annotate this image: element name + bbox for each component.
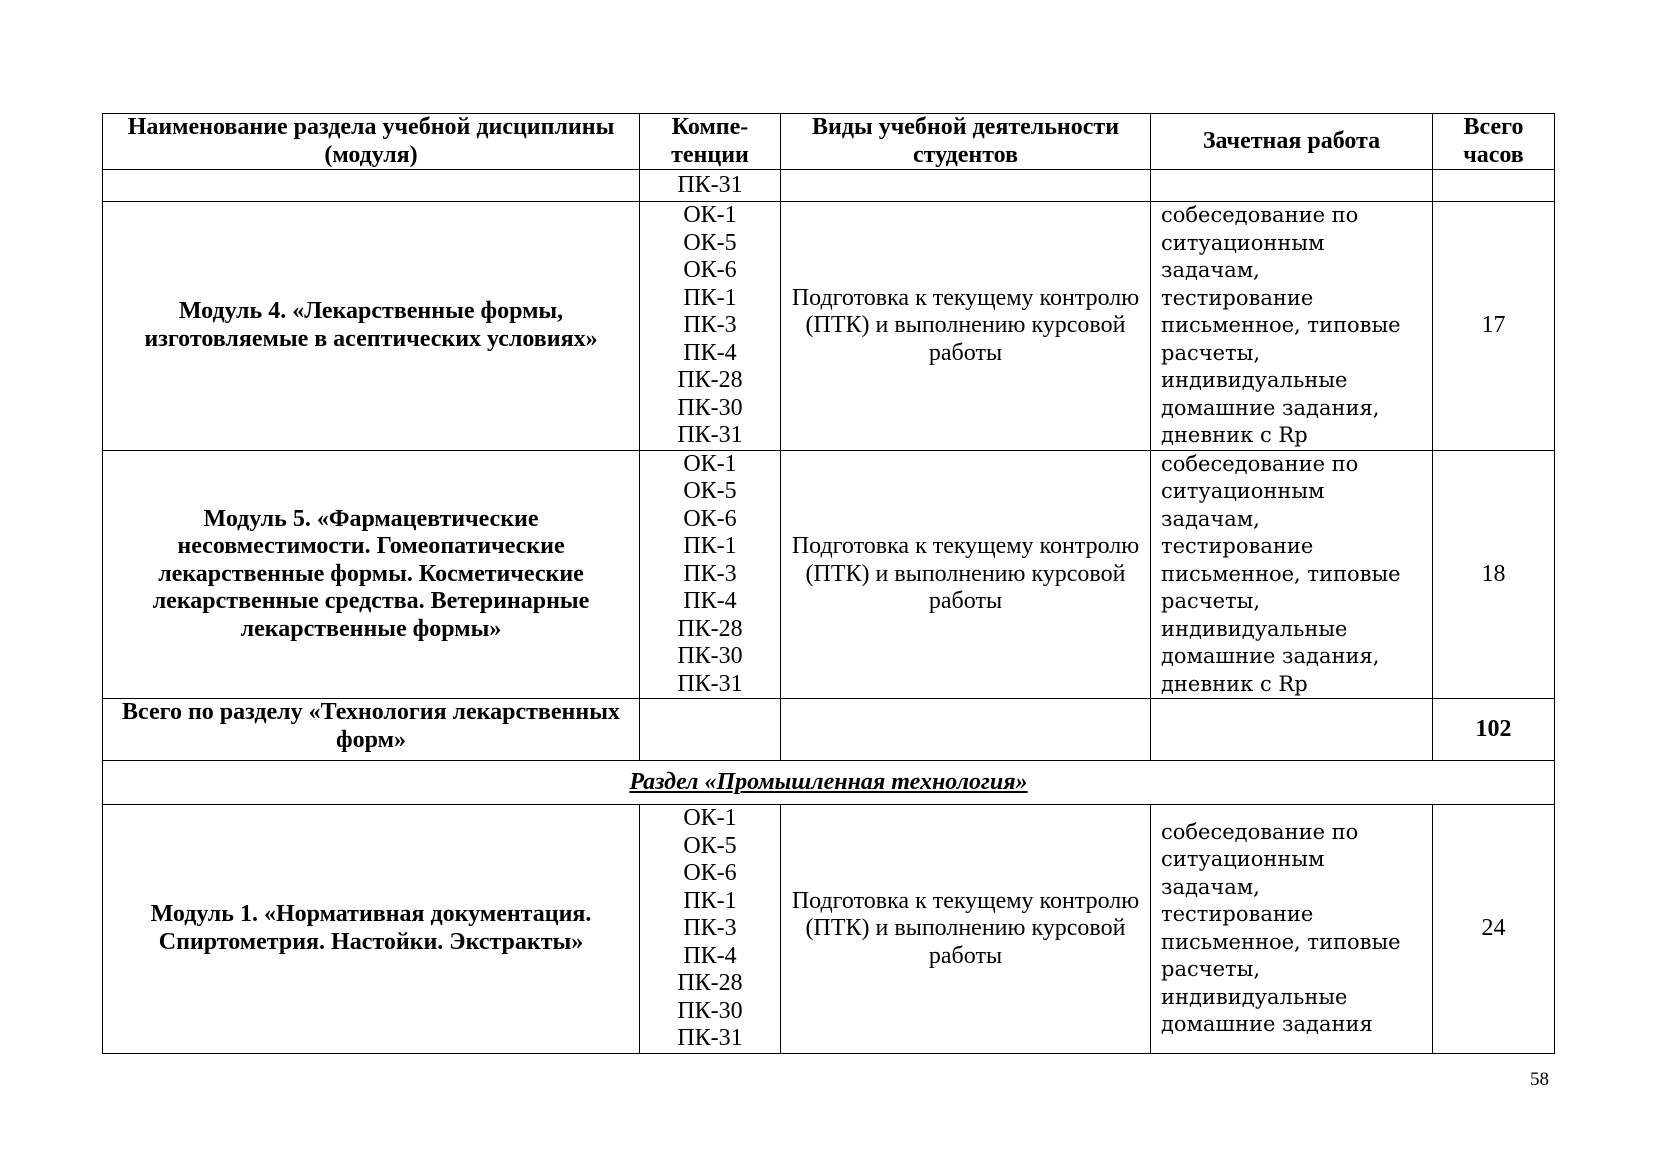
list-line: ПК-4 — [683, 942, 737, 969]
list-line: домашние задания, — [1161, 644, 1380, 668]
list-line: ПК-1 — [683, 284, 737, 311]
list-line: ОК-1 — [683, 450, 737, 477]
total-activity-cell — [781, 699, 1151, 761]
list-line: собеседование по — [1161, 203, 1359, 227]
list-line: ОК-5 — [683, 832, 737, 859]
list-line: ОК-6 — [683, 257, 737, 283]
list-line: собеседование по — [1161, 819, 1359, 844]
total-assessment-cell — [1151, 699, 1433, 761]
list-line: ОК-5 — [683, 229, 737, 256]
assessment-text — [1151, 450, 1433, 699]
competency-list — [640, 450, 781, 699]
header-hours: Всего часов — [1433, 114, 1555, 170]
cont-activity-cell — [781, 170, 1151, 202]
total-label: Всего по разделу «Технология лекарственных форм» — [103, 699, 640, 761]
list-line: письменное, типовые — [1161, 313, 1401, 337]
list-line: ПК-30 — [677, 394, 743, 421]
list-line: расчеты, — [1161, 589, 1261, 613]
activity-text: Подготовка к текущему контролю (ПТК) и выполнению курсовой работы — [781, 805, 1151, 1054]
list-line: ОК-1 — [683, 805, 737, 831]
total-row — [103, 699, 1555, 761]
list-line: ПК-31 — [677, 422, 743, 448]
list-line: письменное, типовые — [1161, 929, 1401, 954]
header-name: Наименование раздела учебной дисциплины (модуля) — [103, 114, 640, 170]
section-title: Раздел «Промышленная технология» — [103, 761, 1555, 805]
list-line: ситуационным задачам, — [1161, 230, 1325, 282]
header-activities: Виды учебной деятельности студентов — [781, 114, 1151, 170]
list-line: расчеты, — [1161, 957, 1261, 982]
section-row — [103, 761, 1555, 805]
hours-value: 17 — [1433, 202, 1555, 451]
list-line: ситуационным задачам, — [1161, 479, 1325, 531]
list-line: ПК-4 — [683, 339, 737, 366]
cont-name-cell — [103, 170, 640, 202]
module-name: Модуль 5. «Фармацевтические несовместимости. Гомеопатические лекарственные формы. Косметические лекарственные средства. Ветеринарные лекарственные формы» — [103, 450, 640, 699]
header-competencies: Компе-тенции — [640, 114, 781, 170]
activity-text: Подготовка к текущему контролю (ПТК) и выполнению курсовой работы — [781, 450, 1151, 699]
cont-hours-cell — [1433, 170, 1555, 202]
list-line: ситуационным задачам, — [1161, 847, 1325, 899]
competency-list — [640, 805, 781, 1054]
activity-text: Подготовка к текущему контролю (ПТК) и выполнению курсовой работы — [781, 202, 1151, 451]
list-line: ПК-28 — [677, 615, 743, 642]
total-comp-cell — [640, 699, 781, 761]
list-line: ПК-30 — [677, 643, 743, 669]
cont-competency: ПК-31 — [640, 170, 781, 202]
list-line: тестирование — [1161, 534, 1314, 558]
total-hours: 102 — [1433, 699, 1555, 761]
list-line: ПК-31 — [677, 1025, 743, 1051]
hours-value: 24 — [1433, 805, 1555, 1054]
list-line: расчеты, — [1161, 340, 1261, 365]
list-line: индивидуальные — [1161, 984, 1348, 1009]
assessment-text — [1151, 202, 1433, 451]
list-line: ПК-31 — [677, 670, 743, 697]
list-line: ПК-1 — [683, 887, 737, 914]
list-line: ПК-28 — [677, 970, 743, 996]
list-line: ПК-30 — [677, 997, 743, 1024]
list-line: ПК-4 — [683, 588, 737, 614]
list-line: тестирование — [1161, 902, 1314, 927]
continuation-row — [103, 170, 1555, 202]
module-name: Модуль 4. «Лекарственные формы, изготовляемые в асептических условиях» — [103, 202, 640, 451]
table-row — [103, 450, 1555, 699]
list-line: ПК-1 — [683, 533, 737, 559]
competency-list — [640, 202, 781, 451]
list-line: ПК-3 — [683, 312, 737, 338]
module-name: Модуль 1. «Нормативная документация. Спиртометрия. Настойки. Экстракты» — [103, 805, 640, 1054]
list-line: ПК-3 — [683, 915, 737, 941]
list-line: домашние задания, — [1161, 395, 1380, 420]
hours-value: 18 — [1433, 450, 1555, 699]
list-line: дневник с Rp — [1161, 671, 1308, 696]
list-line: домашние задания — [1161, 1012, 1373, 1037]
table-row — [103, 202, 1555, 451]
table-row — [103, 805, 1555, 1054]
list-line: индивидуальные — [1161, 616, 1348, 641]
list-line: тестирование — [1161, 285, 1314, 310]
assessment-text — [1151, 805, 1433, 1054]
curriculum-table — [102, 113, 1555, 1054]
list-line: ОК-6 — [683, 505, 737, 532]
list-line: собеседование по — [1161, 451, 1359, 476]
list-line: дневник с Rp — [1161, 423, 1308, 447]
list-line: ПК-28 — [677, 367, 743, 393]
header-assessment: Зачетная работа — [1151, 114, 1433, 170]
list-line: ПК-3 — [683, 560, 737, 587]
list-line: индивидуальные — [1161, 368, 1348, 392]
list-line: ОК-6 — [683, 860, 737, 886]
list-line: письменное, типовые — [1161, 561, 1401, 586]
list-line: ОК-5 — [683, 478, 737, 504]
page-number: 58 — [1530, 1069, 1549, 1090]
cont-assessment-cell — [1151, 170, 1433, 202]
header-row — [103, 114, 1555, 170]
list-line: ОК-1 — [683, 202, 737, 228]
